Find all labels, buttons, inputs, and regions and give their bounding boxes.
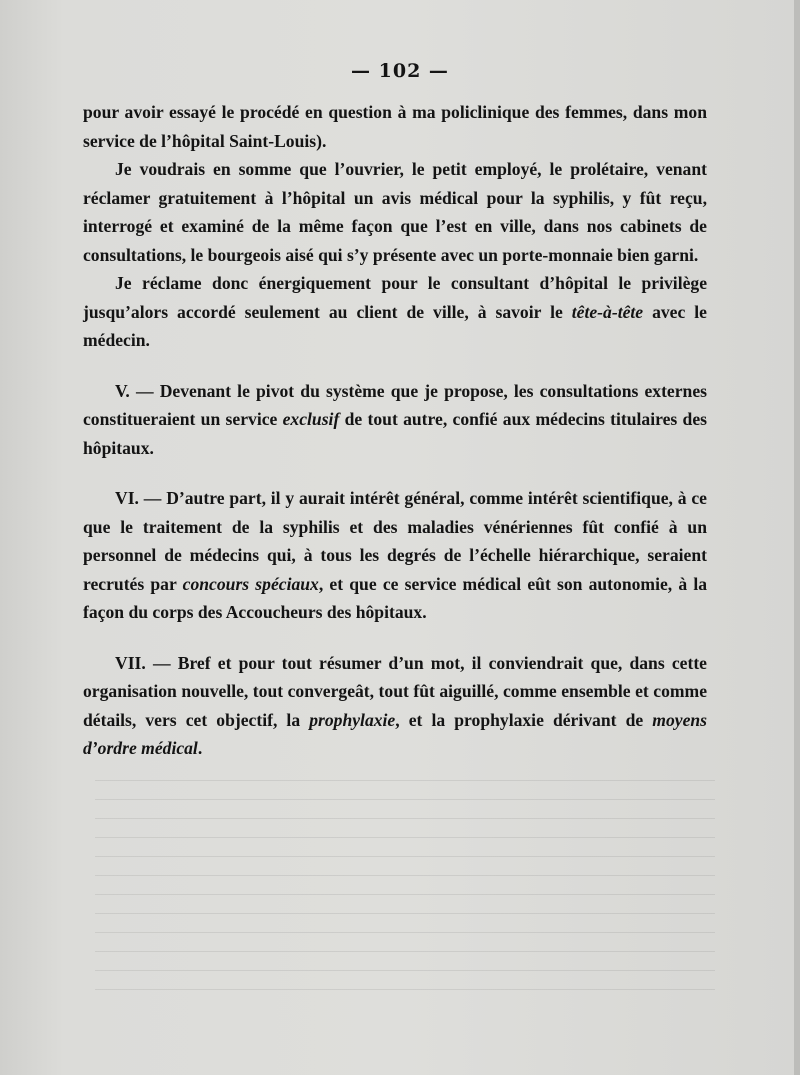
paragraph-3-italic: tête-à-tête [571,301,644,322]
page-number: — 102 — [351,60,449,82]
paragraph-5-italic: concours spéciaux [182,573,319,594]
show-through-text [95,780,715,995]
paragraph-3 [83,269,707,355]
section-gap [83,627,707,649]
paragraph-1: pour avoir essayé le procédé en question à ma policlinique des femmes, dans mon service de l’hôpital Saint-Louis). [83,102,707,151]
section-gap [83,462,707,484]
paragraph-6-after: . [197,738,203,758]
paragraph-6-before: VII. — Bref et pour tout résumer d’un mot, il conviendrait que, dans cette organisation nouvelle, tout convergeât, tout fût aiguillé, comme ensemble et comme détails, vers cet objectif, la [83,652,707,730]
paragraph-6-middle: , et la prophylaxie dérivant de [395,709,653,730]
paragraph-6-italic-1: prophylaxie [309,709,396,730]
paragraph-4-italic: exclusif [282,409,340,429]
paragraph-4 [83,377,707,463]
paragraph-5-after: , et que ce service médical eût son autonomie, à la façon du corps des Accoucheurs des hôpitaux. [83,573,707,622]
paragraph-2: Je voudrais en somme que l’ouvrier, le petit employé, le prolétaire, venant réclamer gratuitement à l’hôpital un avis médical pour la syphilis, y fût reçu, interrogé et examiné de la même façon que l’est en ville, dans nos cabinets de consultations, le bourgeois aisé qui s’y présente avec un porte-monnaie bien garni. [83,159,707,265]
paragraph-3-after: avec le médecin. [83,301,707,350]
paragraph-5-before: VI. — D’autre part, il y aurait intérêt général, comme intérêt scientifique, à ce que le traitement de la syphilis et des maladies vénériennes fût confié à un personnel de médecins qui, à tous les degrés de l’échelle hiérarchique, seraient recrutés par [83,488,707,594]
page-edge-shadow [794,0,800,1075]
paragraph-6 [83,649,707,763]
paragraph-6-italic-2: moyens d’ordre médical [83,709,708,758]
body-text [83,98,707,763]
section-gap [83,355,707,377]
paragraph-3-before: Je réclame donc énergiquement pour le consultant d’hôpital le privilège jusqu’alors accordé seulement au client de ville, à savoir le [83,273,707,322]
paragraph-4-before: V. — Devenant le pivot du système que je propose, les consultations externes constitueraient un service [83,380,707,429]
paragraph-5 [83,484,707,627]
paragraph-4-after: de tout autre, confié aux médecins titulaires des hôpitaux. [83,409,707,458]
